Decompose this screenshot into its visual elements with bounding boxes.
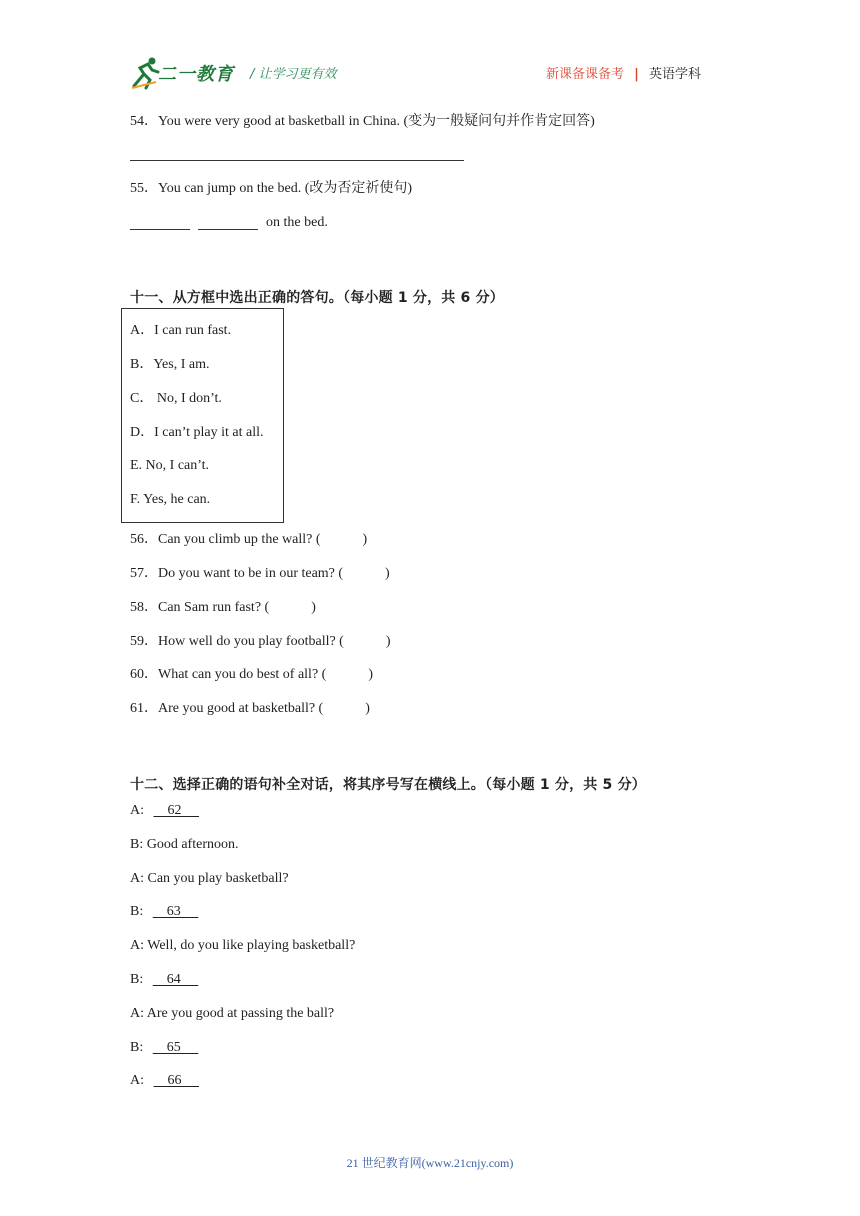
footer-source: 21 世纪教育网(www.21cnjy.com) — [346, 1156, 514, 1170]
dialogue-line-63 — [130, 903, 198, 921]
answer-blank-55b[interactable] — [198, 229, 258, 230]
answer-blank-64[interactable]: 64 — [152, 972, 199, 987]
speaker-label: A: — [130, 803, 144, 818]
dialogue-line: A: Are you good at passing the ball? — [130, 1006, 335, 1021]
answer-line-54[interactable] — [130, 160, 464, 161]
answer-blank-65[interactable]: 65 — [152, 1040, 199, 1055]
question-55: 55．You can jump on the bed. (改为否定祈使句) — [130, 181, 413, 196]
header-right — [546, 63, 701, 82]
option-b: B．Yes, I am. — [130, 357, 210, 372]
dialogue-line: A: Can you play basketball? — [130, 871, 289, 886]
dialogue-line-64 — [130, 971, 198, 989]
option-c: C． No, I don’t. — [130, 391, 222, 406]
header-course-label: 新课备课备考 — [546, 67, 625, 82]
answer-blank-55a[interactable] — [130, 229, 190, 230]
speaker-label: B: — [130, 972, 144, 987]
speaker-label: B: — [130, 904, 144, 919]
question-61: 61．Are you good at basketball? ( ) — [130, 701, 370, 716]
speaker-label: B: — [130, 1040, 144, 1055]
option-f: F. Yes, he can. — [130, 492, 211, 507]
question-56: 56．Can you climb up the wall? ( ) — [130, 532, 368, 547]
logo-wordmark: 二一教育 — [158, 64, 234, 85]
question-58: 58．Can Sam run fast? ( ) — [130, 600, 316, 615]
section-12-title: 十二、选择正确的语句补全对话，将其序号写在横线上。（每小题 1 分，共 5 分） — [130, 777, 646, 793]
option-d: D．I can’t play it at all. — [130, 425, 264, 440]
question-54: 54．You were very good at basketball in China. (变为一般疑问句并作肯定回答) — [130, 114, 595, 129]
option-a: A．I can run fast. — [130, 323, 232, 338]
question-55-tail: on the bed. — [266, 215, 328, 230]
dialogue-line-65 — [130, 1039, 198, 1057]
logo — [130, 56, 240, 90]
question-59: 59．How well do you play football? ( ) — [130, 634, 391, 649]
dialogue-line-66 — [130, 1072, 199, 1090]
dialogue-line: B: Good afternoon. — [130, 837, 239, 852]
dialogue-line-62 — [130, 802, 199, 820]
header-slogan: / 让学习更有效 — [250, 67, 337, 82]
header-divider: | — [634, 67, 639, 82]
option-e: E. No, I can’t. — [130, 458, 210, 473]
answer-blank-62[interactable]: 62 — [153, 803, 199, 818]
answer-blank-66[interactable]: 66 — [153, 1073, 199, 1088]
question-60: 60．What can you do best of all? ( ) — [130, 667, 373, 682]
dialogue-line: A: Well, do you like playing basketball? — [130, 938, 356, 953]
section-11-title: 十一、从方框中选出正确的答句。（每小题 1 分，共 6 分） — [130, 290, 504, 306]
speaker-label: A: — [130, 1073, 144, 1088]
answer-blank-63[interactable]: 63 — [152, 904, 199, 919]
question-57: 57．Do you want to be in our team? ( ) — [130, 566, 390, 581]
header-subject-label: 英语学科 — [649, 67, 702, 82]
